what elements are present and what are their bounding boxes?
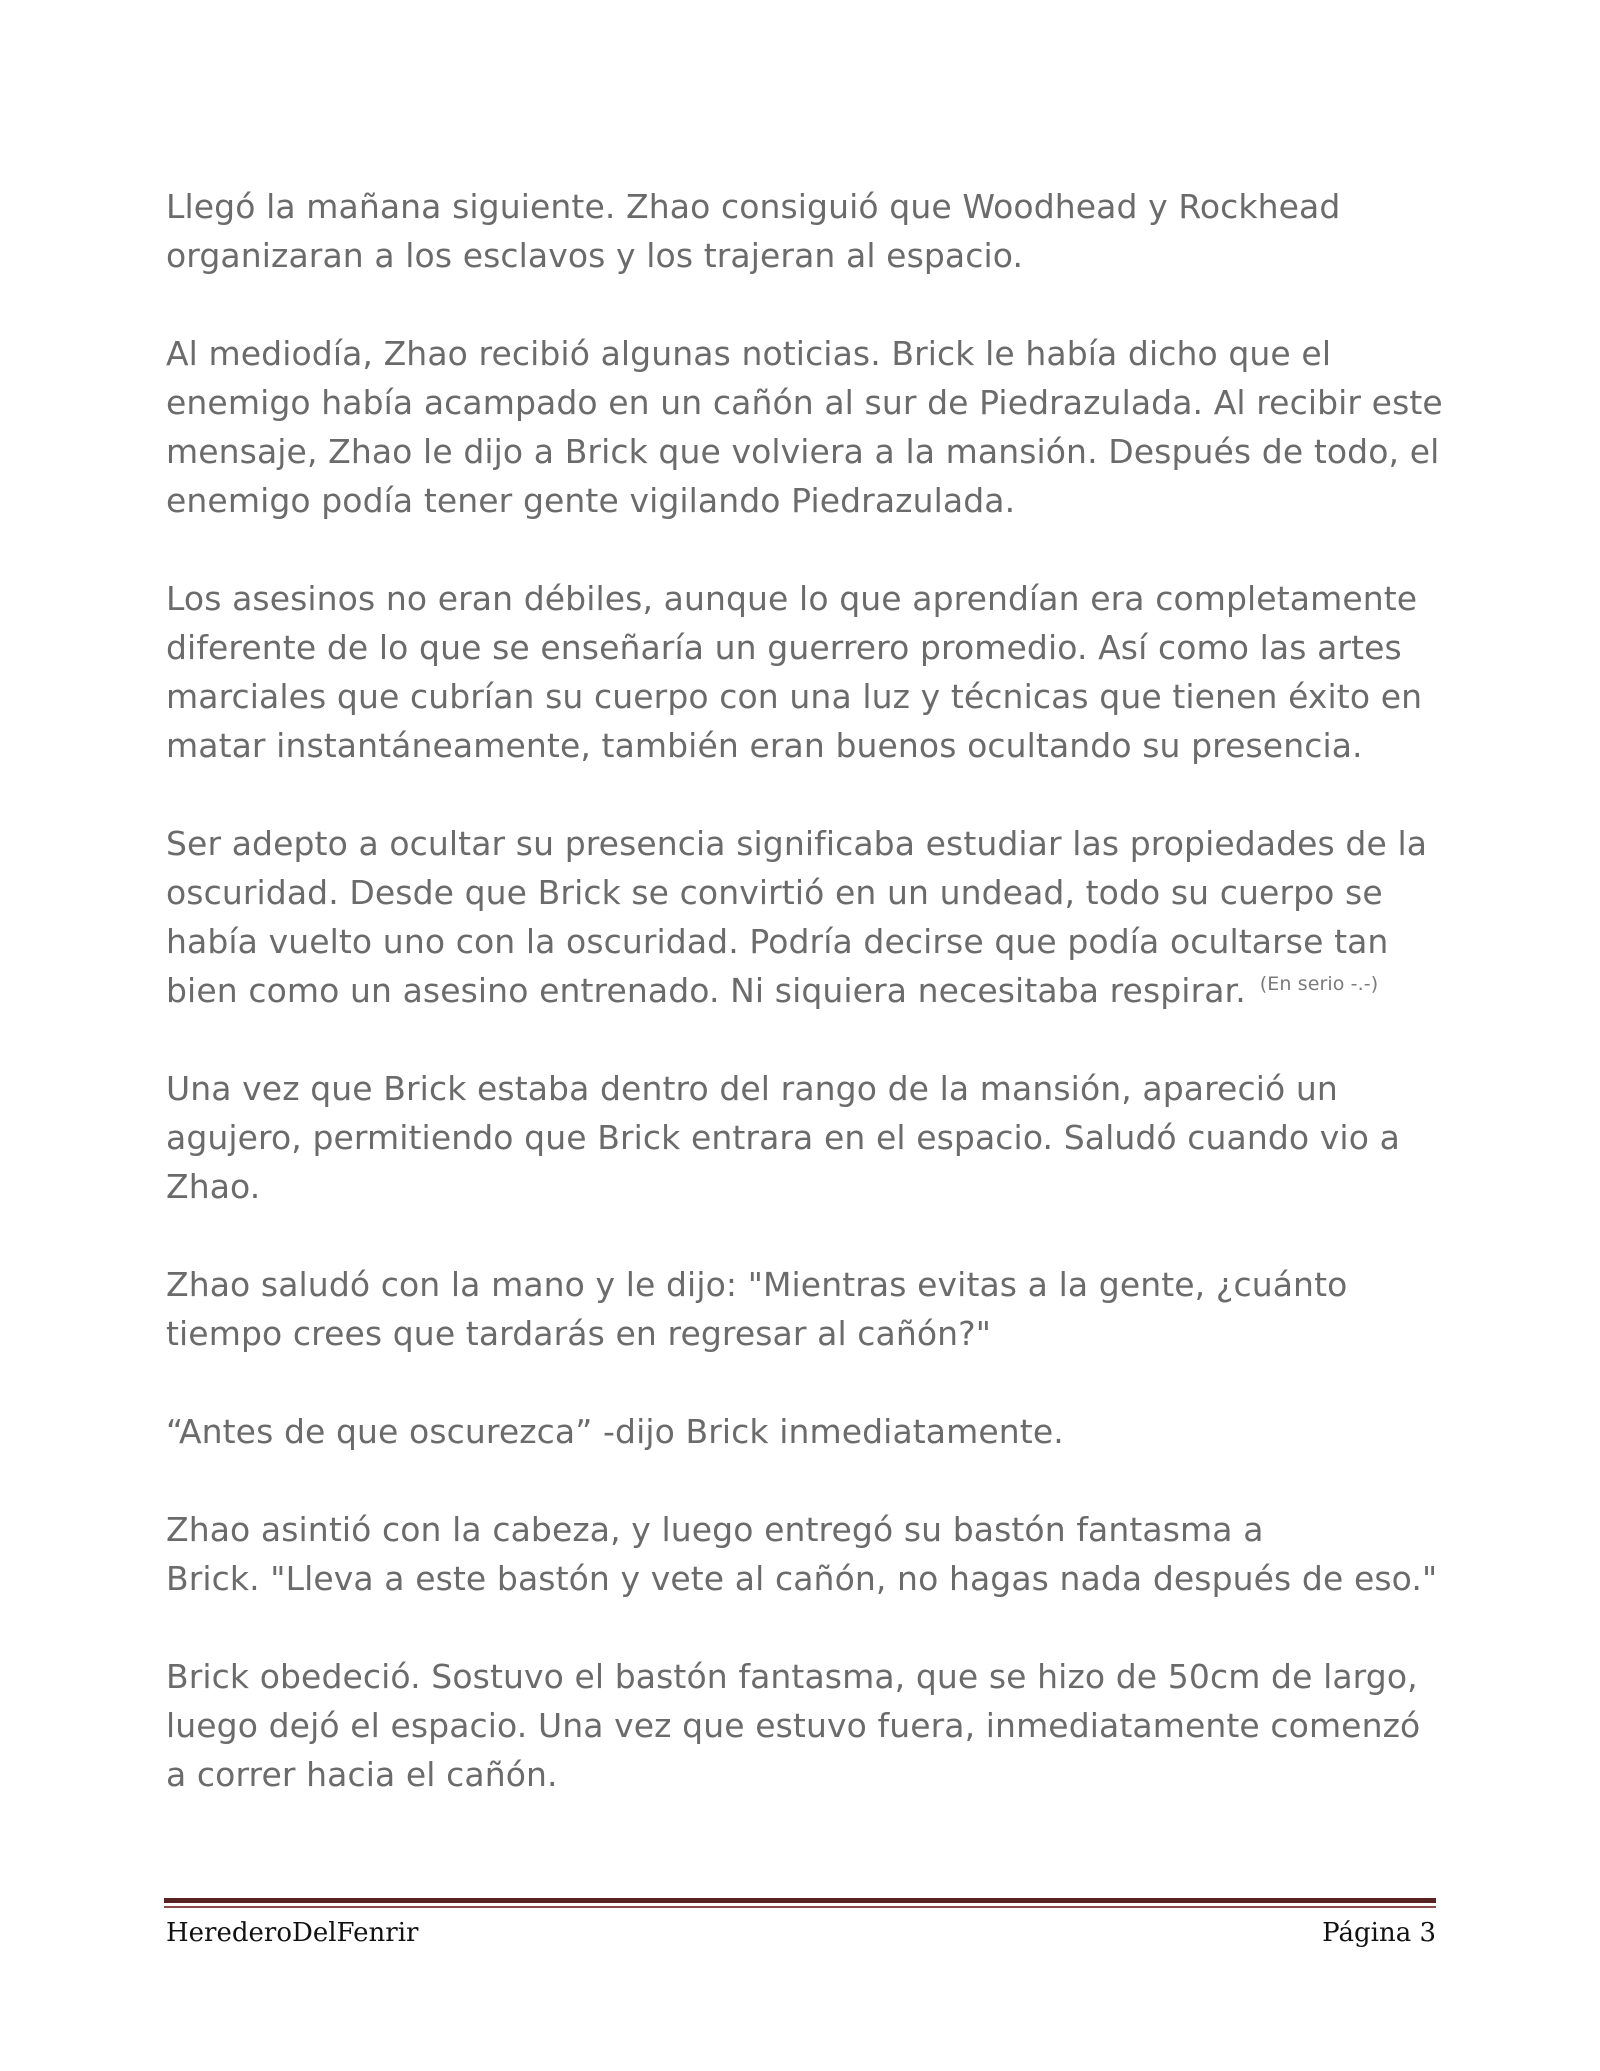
text-line: Los asesinos no eran débiles, aunque lo que aprendían era completamente [166, 579, 1418, 618]
paragraph [166, 1505, 1436, 1603]
paragraph [166, 329, 1443, 525]
text-line: Al mediodía, Zhao recibió algunas noticias. Brick le había dicho que el [166, 334, 1332, 373]
footer-page-number: Página 3 [1322, 1918, 1436, 1948]
text-line: “Antes de que oscurezca” -dijo Brick inmediatamente. [166, 1412, 1064, 1451]
document-body [166, 182, 1443, 1848]
text-line: diferente de lo que se enseñaría un guerrero promedio. Así como las artes [166, 628, 1402, 667]
text-line-with-note [166, 966, 1436, 1015]
text-line: enemigo podía tener gente vigilando Piedrazulada. [166, 481, 1016, 520]
text-line: Llegó la mañana siguiente. Zhao consiguió que Woodhead y Rockhead [166, 187, 1341, 226]
text-line: marciales que cubrían su cuerpo con una luz y técnicas que tienen éxito en [166, 677, 1423, 716]
text-line: matar instantáneamente, también eran buenos ocultando su presencia. [166, 726, 1363, 765]
text-line: organizaran a los esclavos y los trajeran al espacio. [166, 236, 1024, 275]
paragraph [166, 1064, 1436, 1211]
paragraph [166, 574, 1436, 770]
text-line: mensaje, Zhao le dijo a Brick que volviera a la mansión. Después de todo, el [166, 432, 1440, 471]
text-line: luego dejó el espacio. Una vez que estuvo fuera, inmediatamente comenzó [166, 1706, 1421, 1745]
footer-rule-thin [164, 1906, 1436, 1908]
text-line: Zhao asintió con la cabeza, y luego entregó su bastón fantasma a [166, 1510, 1264, 1549]
text-line: agujero, permitiendo que Brick entrara en el espacio. Saludó cuando vio a [166, 1118, 1400, 1157]
text-line: Brick obedeció. Sostuvo el bastón fantasma, que se hizo de 50cm de largo, [166, 1657, 1418, 1696]
text-line: Ser adepto a ocultar su presencia significaba estudiar las propiedades de la [166, 824, 1428, 863]
paragraph [166, 819, 1436, 1015]
text-line: a correr hacia el cañón. [166, 1755, 558, 1794]
paragraph [166, 1407, 1436, 1456]
text-line: oscuridad. Desde que Brick se convirtió en un undead, todo su cuerpo se [166, 873, 1383, 912]
page-footer [166, 1918, 1436, 1958]
paragraph [166, 1652, 1436, 1799]
text-line: Zhao. [166, 1167, 261, 1206]
footer-author: HerederoDelFenrir [166, 1918, 419, 1948]
text-line: Zhao saludó con la mano y le dijo: "Mientras evitas a la gente, ¿cuánto [166, 1265, 1348, 1304]
text-line: bien como un asesino entrenado. Ni siquiera necesitaba respirar. [166, 971, 1246, 1010]
text-line: Brick. "Lleva a este bastón y vete al cañón, no hagas nada después de eso." [166, 1559, 1438, 1598]
text-line: había vuelto uno con la oscuridad. Podría decirse que podía ocultarse tan [166, 922, 1389, 961]
footer-rule-thick [164, 1898, 1436, 1903]
paragraph [166, 182, 1436, 280]
superscript-note: (En serio -.-) [1259, 973, 1379, 995]
text-line: enemigo había acampado en un cañón al sur de Piedrazulada. Al recibir este [166, 383, 1443, 422]
paragraph [166, 1260, 1436, 1358]
text-line: tiempo crees que tardarás en regresar al cañón?" [166, 1314, 992, 1353]
text-line: Una vez que Brick estaba dentro del rango de la mansión, apareció un [166, 1069, 1338, 1108]
